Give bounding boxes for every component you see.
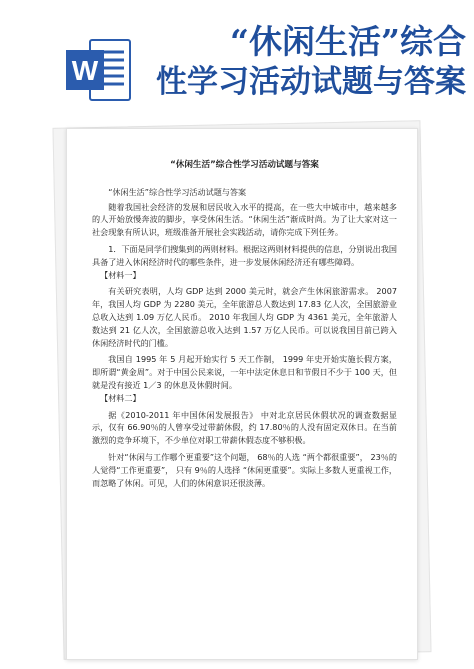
material-2-label: 【材料二】 bbox=[100, 392, 141, 403]
paragraph-survey: 针对“休闲与工作哪个更重要”这个问题， 68％的人选 “两个都很重要”， 23％的人觉得“工作更重要”， 只有 9％的人选择 “休闲更重要”。实际上多数人更重视工作，而忽略了休闲。可见，人们的休闲意识还很淡薄。 bbox=[92, 451, 397, 488]
paragraph-task-1: 1．下面是同学们搜集到的两则材料。根据这两则材料提供的信息，分别说出我国具备了进入休闲经济时代的哪些条件，进一步发展休闲经济还有哪些障碍。 bbox=[92, 243, 397, 267]
banner-title-line-2: 性学习活动试题与答案 bbox=[156, 64, 466, 100]
paragraph-material-1: 有关研究表明，人均 GDP 达到 2000 美元时，就会产生休闲旅游需求。 2007 年，我国人均 GDP 为 2280 美元，全年旅游总人数达到 17.83 亿人次，全国旅游业总收入达到 1.09 万亿人民币。 2010 年我国人均 GDP 为 4361 美元，全年旅游人数达到 21 亿人次，全国旅游总收入达到 1.57 万亿人民币。可以说我国目前已跨入休闲经济时代的门槛。 bbox=[92, 286, 397, 348]
banner-title-line-1: “休闲生活”综合 bbox=[230, 22, 466, 61]
document-subtitle: “休闲生活”综合性学习活动试题与答案 bbox=[108, 186, 247, 197]
word-icon-letter: W bbox=[71, 55, 99, 86]
paragraph-intro: 随着我国社会经济的发展和居民收入水平的提高，在一些大中城市中，越来越多的人开始放慢奔波的脚步，享受休闲生活。“休闲生活”渐成时尚。为了让大家对这一社会现象有所认识，班级准备开展社会实践活动，请你完成下列任务。 bbox=[92, 201, 397, 238]
banner bbox=[0, 0, 474, 128]
document-title: “休闲生活”综合性学习活动试题与答案 bbox=[170, 160, 319, 170]
material-1-label: 【材料一】 bbox=[100, 269, 141, 280]
paragraph-work-system: 我国自 1995 年 5 月起开始实行 5 天工作制， 1999 年史开始实施长假方案， 即所谓“黄金周”。对于中国公民来说，一年中法定休息日和节假日不少于 100 天，但就是没有接近 1／3 的休息及休假时间。 bbox=[92, 354, 397, 390]
paragraph-material-2: 据《2010-2011 年中国休闲发展报告》 中对北京居民休假状况的调查数据显示，仅有 66.90％的人曾享受过带薪休假，约 17.80％的人没有固定双休日。在当前激烈的竞争环境下，不少单位对职工带薪休假态度不够积极。 bbox=[92, 409, 397, 446]
document-page bbox=[66, 128, 418, 660]
document-body bbox=[92, 159, 397, 489]
banner-title bbox=[136, 22, 466, 102]
word-document-icon bbox=[64, 34, 132, 106]
